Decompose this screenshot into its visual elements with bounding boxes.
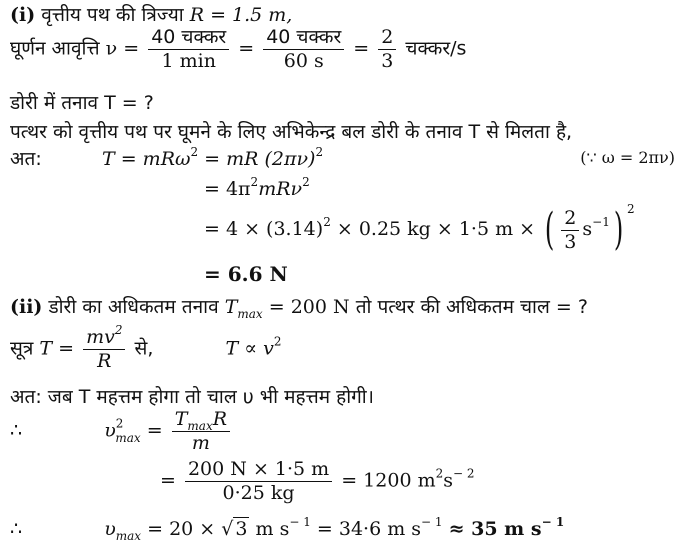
eq2-line: = $4\pi^2mR\nu^2$: [204, 175, 310, 200]
conclusion-line: अत: जब T महत्तम होगा तो चाल υ भी महत्तम होगी।: [10, 386, 374, 408]
final-answer: ≈ 35 m s: [448, 518, 542, 540]
part1-label: (i): [10, 4, 36, 26]
frac-two-thirds: $\frac{2}{3}$: [378, 28, 396, 71]
final-line: ∴ $\upsilon_{max} = 20$ × √ 3 m $s^{- 1} = 34\cdot 6$ m $s^{- 1} \approx 35$ m $s^{- 1}$: [10, 515, 565, 543]
statement-line: पत्थर को वृत्तीय पथ पर घूमने के लिए अभिकेन्द्र बल डोरी के तनाव T से मिलता है,: [10, 121, 573, 143]
part1-radius-line: [10, 6, 292, 25]
radius-text: वृत्तीय पथ की त्रिज्या: [41, 4, 184, 26]
eq3-line: = $4 \times (3.14)^2 \times 0.25$ kg × 1·5 m × ( $\frac{2}{3}$ $s^{-1}$) $^2$: [204, 202, 635, 255]
frac-40-per-60s: $\frac{\text{40 चक्कर}}{60 s}$: [263, 28, 344, 71]
frequency-unit: चक्कर/s: [405, 37, 467, 60]
vmax-sq-line: ∴ $\upsilon^2_{max}$ = $\frac{T_{max}R}{m}$: [10, 410, 233, 453]
part2-line1: (ii) डोरी का अधिकतम तनाव $T_{max} = 200$ N तो पत्थर की अधिकतम चाल = ?: [10, 296, 588, 321]
frequency-label: घूर्णन आवृत्ति: [10, 37, 100, 60]
result-6-6N: = 6.6 N: [204, 262, 288, 286]
radius-eq: R = 1.5 m,: [189, 4, 293, 26]
frac-40-per-min: $\frac{\text{40 चक्कर}}{1 \min}$: [148, 28, 229, 71]
omega-note: (∵ ω = 2πν): [580, 148, 675, 167]
part2-label: (ii): [10, 296, 43, 318]
tension-question: डोरी में तनाव T = ?: [10, 92, 154, 114]
frequency-line: घूर्णन आवृत्ति ν = $\frac{\text{40 चक्कर}}{1 \min}$ = $\frac{\text{40 चक्कर}}{60 s}$ = $\frac{2}{3}$ चक्कर/s: [10, 26, 467, 72]
sutra-line: सूत्र T = $\frac{mv^2}{R}$ से, $T \propto v^2$: [10, 323, 282, 372]
eq1-line: [10, 145, 675, 170]
nu-eq: ν =: [105, 37, 140, 60]
calc-line: = $\frac{200 N \times 1\cdot 5 m}{0\cdot 25 kg}$ = 1200 $m^2s^{- 2}$: [160, 458, 475, 504]
ata-label: अत:: [10, 148, 42, 170]
eq1: T = mRω$^2$ = mR $(2\pi\nu)^2$: [102, 145, 324, 170]
